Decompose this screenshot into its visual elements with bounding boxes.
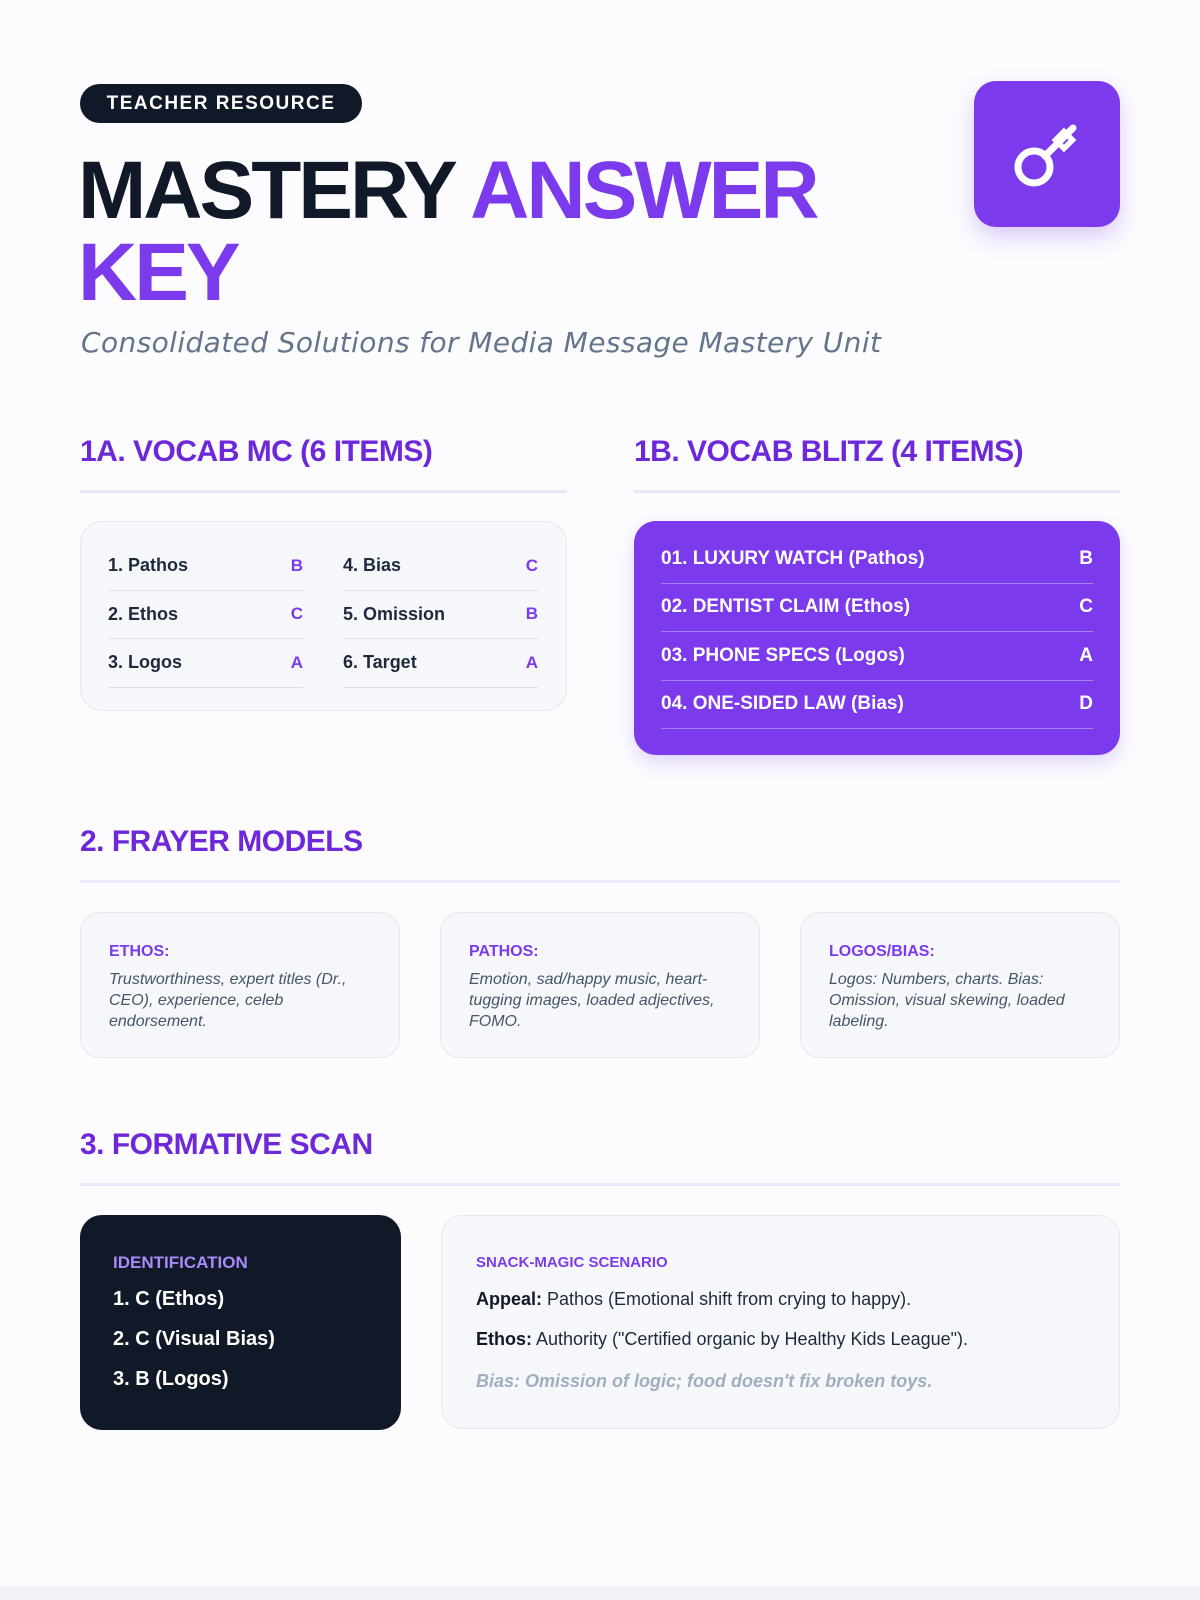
frayer-card-logos-bias — [800, 912, 1120, 1058]
frayer-card-label: ETHOS: — [109, 943, 170, 960]
scenario-label: SNACK-MAGIC SCENARIO — [476, 1254, 668, 1271]
mc-answer: A — [525, 652, 538, 672]
list-item — [661, 632, 1093, 681]
identification-label: IDENTIFICATION — [113, 1253, 248, 1272]
blitz-label: 01. LUXURY WATCH (Pathos) — [661, 547, 925, 569]
frayer-card-label: LOGOS/BIAS: — [829, 943, 935, 960]
key-icon — [1007, 114, 1087, 194]
ethos-value: Authority ("Certified organic by Healthy Kids League"). — [532, 1329, 968, 1349]
identification-card — [80, 1215, 401, 1430]
mc-answer: C — [525, 555, 538, 575]
list-item — [661, 681, 1093, 730]
page-subtitle: Consolidated Solutions for Media Message Mastery Unit — [81, 326, 882, 359]
list-item — [343, 639, 538, 688]
scenario-bias-note: Bias: Omission of logic; food doesn't fix broken toys. — [476, 1371, 933, 1391]
list-item — [343, 591, 538, 640]
vocab-blitz-list — [661, 535, 1093, 729]
frayer-card-pathos — [440, 912, 760, 1058]
mc-answer: C — [290, 604, 303, 624]
mc-answer: A — [290, 652, 303, 672]
mc-term: 5. Omission — [343, 603, 446, 624]
mc-answer: B — [525, 604, 538, 624]
list-item: 1. C (Ethos) — [113, 1288, 225, 1310]
title-dark-part: MASTERY — [78, 145, 471, 236]
blitz-answer: B — [1079, 547, 1093, 569]
scenario-appeal-row — [476, 1289, 1085, 1329]
formative-heading: 3. FORMATIVE SCAN — [80, 1128, 373, 1161]
frayer-card-label: PATHOS: — [469, 943, 539, 960]
title-accent-part: ANSWER KEY — [78, 145, 817, 318]
list-item — [108, 639, 303, 688]
list-item: 2. C (Visual Bias) — [113, 1328, 275, 1350]
blitz-answer: D — [1079, 693, 1093, 715]
mc-term: 6. Target — [343, 652, 417, 673]
vocab-mc-right-column — [343, 542, 538, 688]
frayer-card-ethos — [80, 912, 400, 1058]
mc-term: 3. Logos — [108, 652, 183, 673]
list-item — [343, 542, 538, 591]
list-item: 3. B (Logos) — [113, 1368, 229, 1390]
vocab-mc-heading: 1A. VOCAB MC (6 ITEMS) — [80, 435, 433, 468]
mc-term: 1. Pathos — [108, 555, 189, 576]
vocab-mc-divider — [80, 490, 567, 493]
vocab-mc-card — [80, 521, 567, 711]
frayer-card-text: Trustworthiness, expert titles (Dr., CEO), experience, celeb endorsement. — [109, 971, 347, 1030]
list-item — [661, 584, 1093, 633]
list-item — [108, 591, 303, 640]
blitz-answer: C — [1079, 596, 1093, 618]
vocab-blitz-heading: 1B. VOCAB BLITZ (4 ITEMS) — [634, 435, 1024, 468]
blitz-label: 03. PHONE SPECS (Logos) — [661, 644, 905, 666]
formative-divider — [80, 1183, 1120, 1186]
list-item — [108, 542, 303, 591]
snack-magic-scenario-card — [441, 1215, 1120, 1429]
vocab-blitz-divider — [634, 490, 1120, 493]
page-title — [78, 145, 938, 318]
vocab-mc-left-column — [108, 542, 303, 688]
teacher-resource-badge: TEACHER RESOURCE — [80, 84, 362, 123]
list-item — [661, 535, 1093, 584]
ethos-key: Ethos: — [476, 1329, 532, 1349]
bottom-strip — [0, 1586, 1200, 1600]
blitz-label: 02. DENTIST CLAIM (Ethos) — [661, 596, 911, 618]
blitz-label: 04. ONE-SIDED LAW (Bias) — [661, 693, 904, 715]
mc-answer: B — [290, 555, 303, 575]
frayer-heading: 2. FRAYER MODELS — [80, 825, 363, 858]
scenario-ethos-row — [476, 1329, 1085, 1369]
key-icon-tile — [974, 81, 1120, 227]
vocab-blitz-card — [634, 521, 1120, 755]
frayer-card-text: Logos: Numbers, charts. Bias: Omission, visual skewing, loaded labeling. — [829, 971, 1065, 1030]
mc-term: 4. Bias — [343, 555, 402, 576]
appeal-key: Appeal: — [476, 1289, 543, 1309]
frayer-card-text: Emotion, sad/happy music, heart-tugging images, loaded adjectives, FOMO. — [469, 971, 715, 1030]
mc-term: 2. Ethos — [108, 603, 179, 624]
appeal-value: Pathos (Emotional shift from crying to happy). — [542, 1289, 912, 1309]
frayer-divider — [80, 880, 1120, 883]
blitz-answer: A — [1079, 644, 1093, 666]
